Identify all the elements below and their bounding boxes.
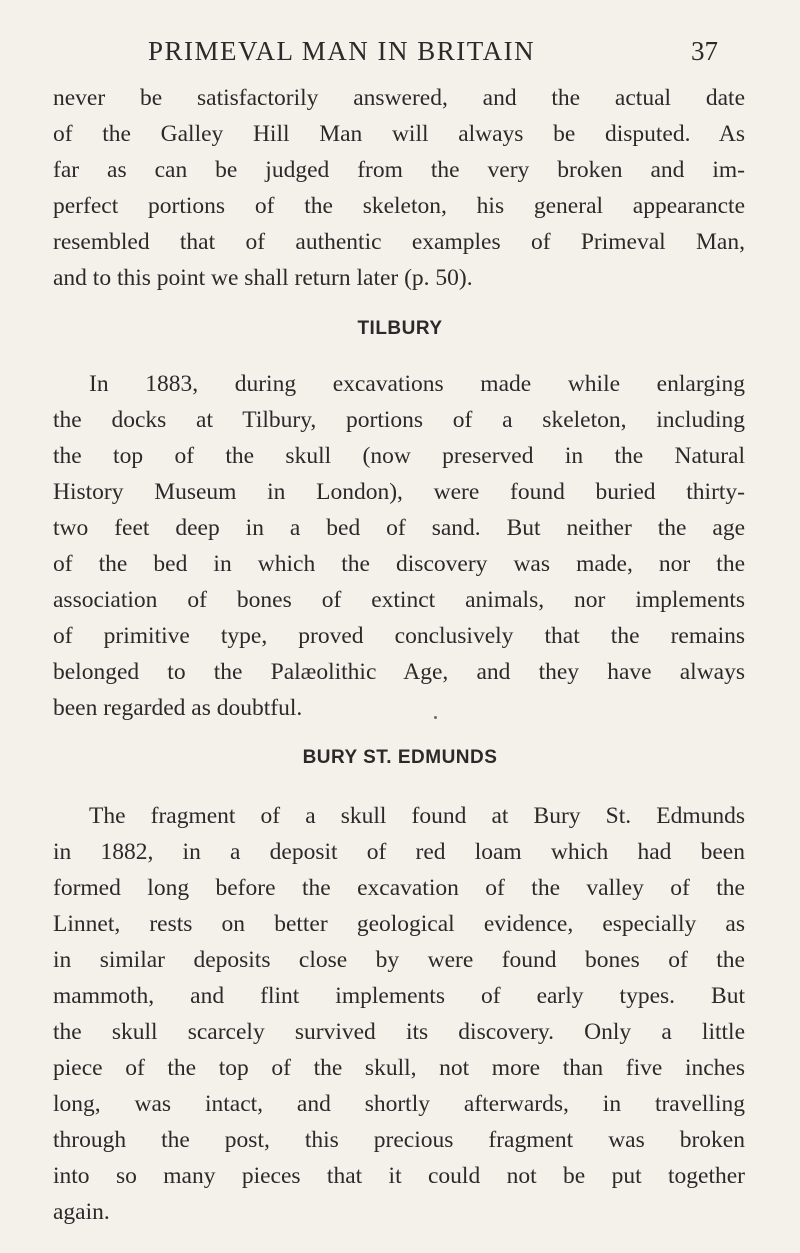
text-line: through the post, this precious fragment was broken <box>53 1127 745 1153</box>
text-line: of primitive type, proved conclusively that the remains <box>53 623 745 649</box>
text-line: belonged to the Palæolithic Age, and they have always <box>53 659 745 685</box>
text-line: and to this point we shall return later (p. 50). <box>53 265 473 291</box>
paragraph-bury-st-edmunds <box>53 798 745 1230</box>
text-line: in similar deposits close by were found bones of the <box>53 947 745 973</box>
text-line: association of bones of extinct animals, nor implements <box>53 587 745 613</box>
text-line: History Museum in London), were found buried thirty- <box>53 479 745 505</box>
text-line: piece of the top of the skull, not more than five inches <box>53 1055 745 1081</box>
text-line: the skull scarcely survived its discovery. Only a little <box>53 1019 745 1045</box>
running-title: PRIMEVAL MAN IN BRITAIN <box>148 36 536 66</box>
print-speck <box>434 716 437 719</box>
text-line: mammoth, and flint implements of early types. But <box>53 983 745 1009</box>
section-heading-bury-st-edmunds: BURY ST. EDMUNDS <box>302 747 498 768</box>
text-line: never be satisfactorily answered, and the actual date <box>53 85 745 111</box>
paragraph-galley-hill <box>53 80 745 296</box>
text-line: the docks at Tilbury, portions of a skeleton, including <box>53 407 745 433</box>
text-line: in 1882, in a deposit of red loam which had been <box>53 839 745 865</box>
text-line: two feet deep in a bed of sand. But neither the age <box>53 515 745 541</box>
text-line: again. <box>53 1199 110 1225</box>
text-line: into so many pieces that it could not be put together <box>53 1163 745 1189</box>
text-line: of the Galley Hill Man will always be disputed. As <box>53 121 745 147</box>
text-line: The fragment of a skull found at Bury St. Edmunds <box>89 803 745 829</box>
text-line: perfect portions of the skeleton, his general appearancte <box>53 193 745 219</box>
text-line: far as can be judged from the very broken and im- <box>53 157 745 183</box>
text-line: Linnet, rests on better geological evidence, especially as <box>53 911 745 937</box>
section-heading-tilbury: TILBURY <box>357 318 443 339</box>
text-line: long, was intact, and shortly afterwards, in travelling <box>53 1091 745 1117</box>
running-head <box>148 36 718 70</box>
page-number: 37 <box>691 36 718 66</box>
text-line: the top of the skull (now preserved in the Natural <box>53 443 745 469</box>
text-line: been regarded as doubtful. <box>53 695 303 721</box>
text-line: of the bed in which the discovery was made, nor the <box>53 551 745 577</box>
paragraph-tilbury <box>53 366 745 726</box>
text-line: resembled that of authentic examples of Primeval Man, <box>53 229 745 255</box>
text-line: In 1883, during excavations made while enlarging <box>89 371 745 397</box>
text-line: formed long before the excavation of the valley of the <box>53 875 745 901</box>
